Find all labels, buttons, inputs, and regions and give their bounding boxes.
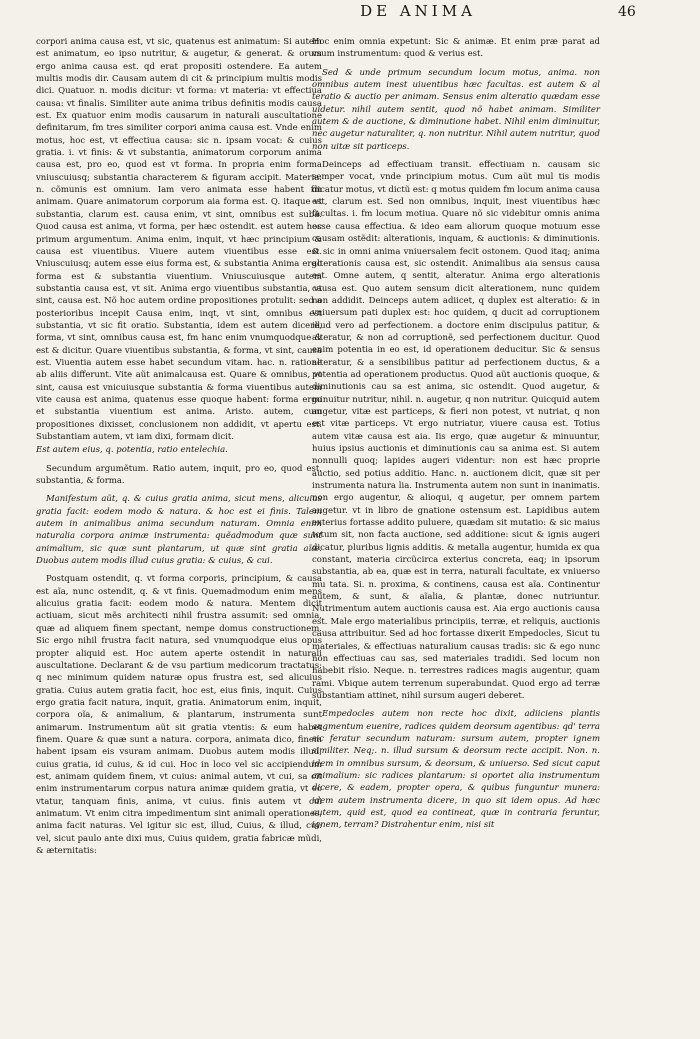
commentary-paragraph: Deinceps ad effectiuam transit. effectiuam n. causam sic semper vocat, vnde principium motus. Cum aũt mul tis modis dicatur motus, vt dictũ est: q motus quidem fm locum anima causa est, clarum est. Sed non omnibus, inquit, inest viuentibus hæc facultas. i. fm locum motiua. Quare nõ sic videbitur omnis anima esse causa effectiua. & ideo eam aliorum quoque motuum esse causam ostẽdit: alterationis, inquam, & auctionis: & diminutionis. & sic in omni anima vniuersalem fecit ostonem. Quod itaq; anima alterationis causa est, sic ostendit. Animalibus aia sensus causa est. Omne autem, q sentit, alteratur. Anima ergo alterationis causa est. Quo autem sensum dicit alterationem, nunc quidem non addidit. Deinceps autem adiicet, q duplex est alteratio: & in vniuersum pati duplex est: hoc quidem, q ducit ad corruptionem illud vero ad perfectionem. a doctore enim discipulus patitur, & alteratur, & non ad corruptionẽ, sed perfectionem ducitur. Quod enim potentia in eo est, id operationem deducitur. Sic & sensus alteratur, & a sensibilibus patitur ad perfectionem ductus, & a potentia ad operationem productus. Quod aũt auctionis quoque, & diminutionis cau sa est anima, sic ostendit. Quod augetur, & minuitur nutritur, nihil. n. augetur, q non nutritur. Quicquid autem augetur, vitæ est particeps, & fieri non potest, vt nutriat, q non est vitæ particeps. Vt ergo nutriatur, viuere causa est. Totius autem vitæ causa est aia. Iis ergo, quæ augetur & minuuntur, huius ipsius auctionis et diminutionis cau sa anima est. Si autem nonnulli quoq; lapides augeri videntur: non est hæc proprie auctio, sed potius additio. Hanc. n. auctionem dicit, quæ sit per instrumenta natura lia. Instrumenta autem non sunt in inanimatis. non ergo augentur, & alioqui, q augetur, per omnem partem augetur. vt in libro de gnatione ostensum est. Lapidibus autem exterius fortasse addito puluere, quædam sit mutatio: & sic maius totum sit, non facta auctione, sed additione: sicut & ignis augeri dicatur, pluribus lignis additis. & metalla augentur, humida ex qua constant, materia circũcirca exterius concreta, eaq; in ipsorum substantia, ab ea, quæ est in terra, naturali facultate, ex vniuerso mu tata. Si. n. proxima, & continens, causa est aĩa. Continentur autem, & sunt, & aĩalia, & plantæ, donec nutriuntur. Nutrimentum autem auctionis causa est. Aia ergo auctionis causa est. Male ergo materialibus principiis, terræ, et reliquis, auctionis causa attribuitur. Sed ad hoc fortasse dixerit Empedocles, Sicut tu materiales, & effectiuas naturalium causas tradis: sic & ego nunc non effectiuas cau sas, sed materiales tradidi. Sed locum non habebit rĩsio. Neque. n. terrestres radices magis augentur, quam rami. Vbique autem terrenum superabundat. Quod ergo ad terræ substantiam attinet, nihil sursum augeri deberet. — [312, 160, 600, 701]
aristotle-text-paragraph: Est autem eius, q. potentia, ratio entelechia. — [36, 445, 228, 456]
aristotle-text-paragraph: Sed & unde primum secundum locum motus, anima. non omnibus autem inest uiuentibus hæc facultas. est autem & al teratio & auctio per animam. Sensus enim alteratio quædam esse uidetur. nihil autem sentit, quod nõ habet animam. Similiter autem & de auctione, & diminutione habet. Nihil enim diminuitur, nec augetur naturaliter, q. non nutritur. Nihil autem nutritur, quod non uitæ sit particeps. — [312, 67, 600, 152]
aristotle-text-paragraph: Empedocles autem non recte hoc dixit, adiiciens plantis augmentum euenire, radices quidem deorsum agentibus: qd' terra sic feratur secundum naturam: sursum autem, propter ignem similiter. Neq;. n. illud sursum & deorsum recte accipit. Non. n. idem in omnibus sursum, & deorsum, & uniuerso. Sed sicut caput animalium: sic radices plantarum: si oportet alia instrumentum dicere, & eadem, propter opera, & quibus funguntur munera: idem autem instrumenta dicere, in quo sit idem opus. Ad hæc autem, quid est, quod ea contineat, quæ in contraria feruntur, ignem, terram? Distrahentur enim, nisi sit — [312, 709, 600, 831]
commentary-paragraph: Postquam ostendit, q. vt forma corporis, principium, & causa est aĩa, nunc ostendit, q. & vt finis. Quemadmodum enim mens alicuius gratia facit: eodem modo & natura. Mentem dicit actiuam, sicut mẽs architecti nihil frustra assumit: sed omnia, quæ ad aliquem finem spectant, nempe domus constructionem. Sic ergo nihil frustra facit natura, sed vnumquodque eius opus propter aliquid est. Hoc autem aperte ostendit in naturali auscultatione. Declarant & de vsu partium medicorum tractatus: q nec minimum quidem naturæ opus frustra est, sed alicuius gratia. Cuius autem gratia facit, hoc est, eius finis, inquit. Cuius ergo gratia facit natura, inquit, gratia. Animatorum enim, inquit, corpora oĩa, & animalium, & plantarum, instrumenta sunt animarum. Instrumentum aũt sit gratia vtentis: & eum habet finem. Quare & quæ sunt a natura. corpora, animata dico, finem habent ipsam eis vsuram animam. Duobus autem modis illud, cuius gratia, id cuius, & id cui. Hoc in loco vel sic accipiendum est, animam quidem finem, vt cuius: animal autem, vt cui, sa cit enim instrumentarum corpus natura animæ quidem gratia, vt eo vtatur, tanquam finis, anima, vt cuius. finis autem vt cui animatum. Vt enim citra impedimentum sint animali operationes, anima facit naturas. Vel igitur sic est, illud, Cuius, & illud, cui: vel, sicut paulo ante dixi mus, Cuius quidem, gratia fabricæ mũdi, & æternitatis: — [36, 574, 322, 856]
page-number: 46 — [618, 4, 636, 20]
right-column — [312, 36, 600, 833]
commentary-paragraph: Hoc enim omnia expetunt: Sic & animæ. Et enim præ parat ad vsum instrumentum: quod & verius est. — [312, 37, 600, 60]
commentary-paragraph: Secundum argumẽtum. Ratio autem, inquit, pro eo, quod est, substantia, & forma. — [36, 463, 322, 487]
aristotle-text-paragraph: Manifestum aũt, q. & cuius gratia anima, sicut mens, alicuius gratia facit: eodem modo & natura. & hoc est ei finis. Talem autem in animalibus anima secundum naturam. Omnia enim naturalia corpora animæ instrumenta: quẽadmodum quæ sunt animalium, sic quæ sunt plantarum, ut quæ sint gratia aĩæ. Duobus autem modis illud cuius gratia: & cuius, & cui. — [36, 494, 322, 567]
running-title: DE ANIMA — [360, 2, 476, 20]
commentary-paragraph: corpori anima causa est, vt sic, quatenus est animatum: Si autem est animatum, eo ipso nutritur, & augetur, & generat. & orum ergo anima causa est. qd erat propositi ostendere. Ea autem multis modis dir. Causam autem di cit & principium multis modis dici. Quatuor. n. modis dicitur: vt forma: vt materia: vt effectiua causa: vt finalis. Similiter aute anima tribus definitis modis causa est. Ex quatuor enim modis causarum in naturali auscultatione definitarum, fm tres similiter corpori anima causa est. Vnde enim motus, hoc est, vt effectiua causa: sic n. ipsam vocat: & cuius gratia. i. vt finis: & vt substantia, animatorum corporum anima causa est, pro eo, quod est vt forma. In propria enim forma vniuscuiusq; substantia characterem & figuram accipit. Materia. n. cõmunis est omnium. Iam vero animata esse habent fm animam. Quare animatorum corporum aia forma est. Q. itaque vt substantia, clarum est. causa enim, vt sint, omnibus est subã. Quod causa est anima, vt forma, per hæc ostendit. est autem hoc primum argumentum. Anima enim, inquit, vt hæc principium & causa est viuentibus. Viuere autem viuentibus esse est. Vniuscuiusq; autem esse eius forma est, & substantia Anima ergo forma est & substantia viuentium. Vniuscuiusque autem substantia causa est, vt sit. Anima ergo viuentibus substantia, vt sint, causa est. Nõ hoc autem ordine propositiones protulit: sed a posterioribus incepit Causa enim, inqt, vt sint, omnibus est substantia, vt sic fit oratio. Substantia, idem est autem dicere, forma, vt sint, omnibus causa est, fm hanc enim vnumquodque & est & dicitur. Quare viuentibus substantia, & forma, vt sint, causa est. Viuentia autem esse habet secundum vitam. hac. n. ratione ab aliis differunt. Vite aũt animalcausa est. Quare & omnibus, vt sint, causa est vnicuiusque substantia & forma viuentibus autem vite causa est anima, quatenus esse quoque habent: forma ergo et substantia viuentium est anima. Aristo. autem, cum propositiones dixisset, conclusionem non addidit, vt apertu est. Substantiam autem, vt iam dixi, formam dicit. — [36, 37, 322, 442]
left-column — [36, 36, 322, 858]
page-header — [0, 2, 700, 26]
